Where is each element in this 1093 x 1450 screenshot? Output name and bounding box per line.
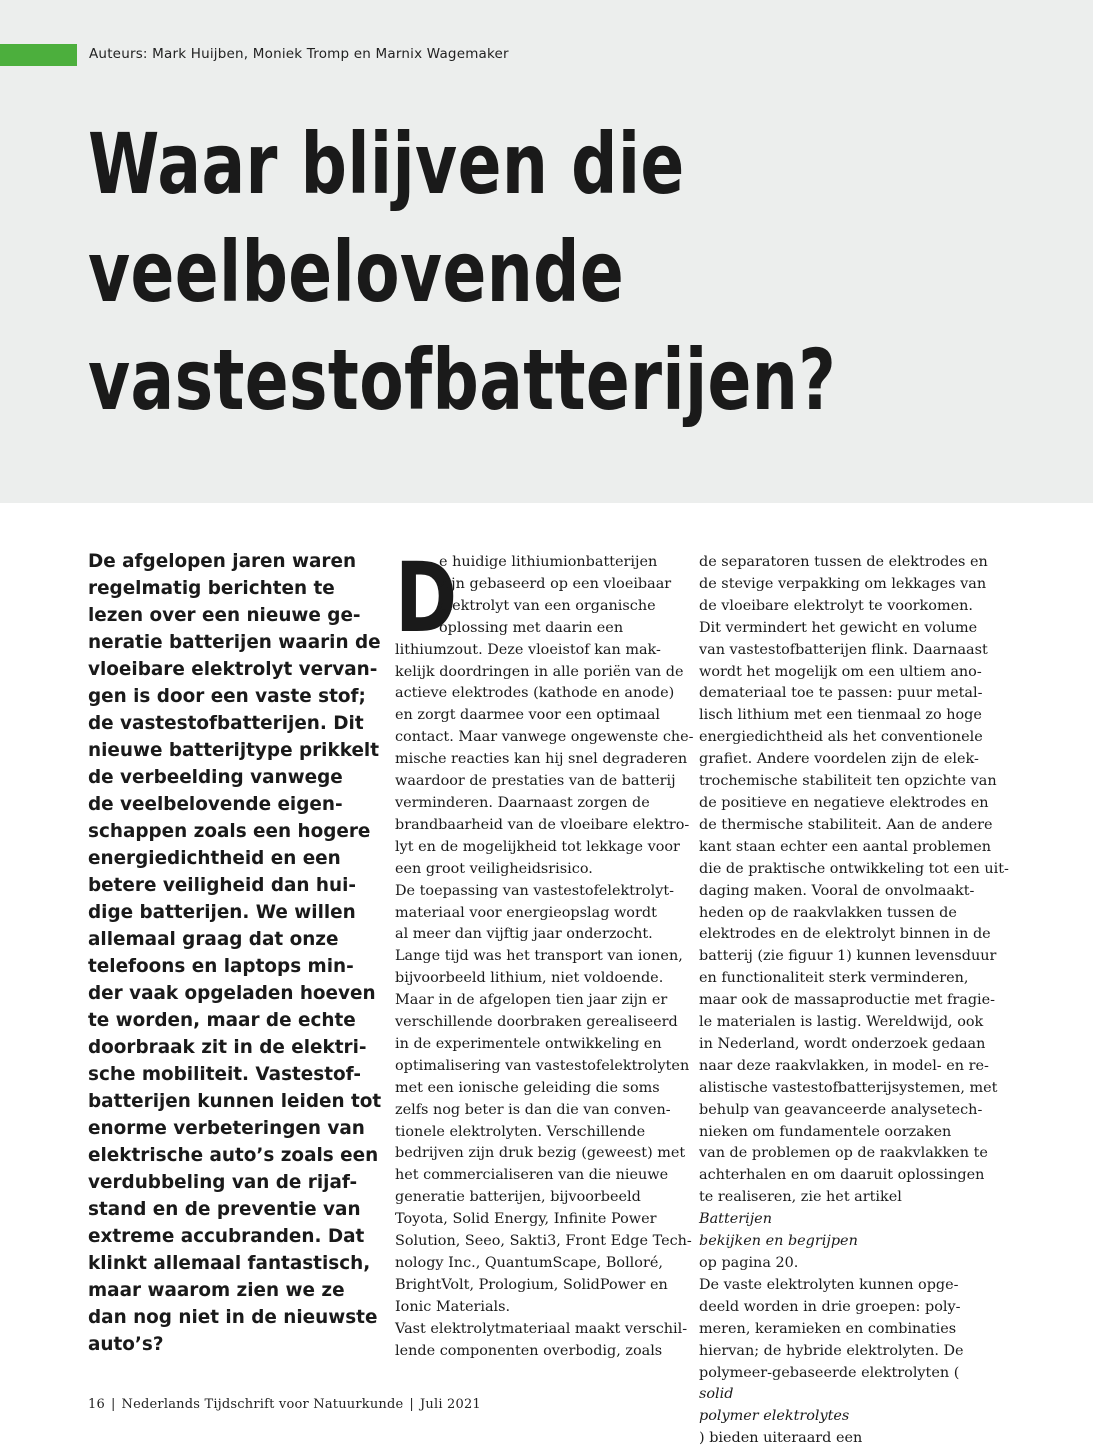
body-line: oplossing met daarin een [439,619,624,636]
title-line: Waar blijven die [88,115,685,213]
journal-name: Nederlands Tijdschrift voor Natuurkunde [121,1397,404,1412]
body-text: polymeer-gebaseerde elektrolyten ( [699,1364,960,1381]
body-line: in Nederland, wordt onderzoek gedaan [699,1035,986,1052]
body-column-2 [699,552,1009,1450]
body-line: Ionic Materials. [395,1298,511,1315]
body-line: nieken om fundamentele oorzaken [699,1123,952,1140]
body-line: lithiumzout. Deze vloeistof kan mak- [395,641,661,658]
intro-line: allemaal graag dat onze [88,929,339,950]
intro-line: lezen over een nieuwe ge- [88,605,361,626]
body-line: grafiet. Andere voordelen zijn de elek- [699,751,979,768]
intro-line: enorme verbeteringen van [88,1118,365,1139]
body-line: De vaste elektrolyten kunnen opge- [699,1276,959,1293]
intro-line: neratie batterijen waarin de [88,632,381,653]
body-line: brandbaarheid van de vloeibare elektro- [395,816,690,833]
body-line: en zorgt daarmee voor een optimaal [395,707,661,724]
body-line: elektrodes en de elektrolyt binnen in de [699,926,991,943]
drop-cap: D [395,542,458,654]
page-footer [88,1397,481,1412]
page-number: 16 [88,1397,105,1412]
intro-line: gen is door een vaste stof; [88,686,366,707]
intro-line: vloeibare elektrolyt vervan- [88,659,378,680]
intro-line: verdubbeling van de rijaf- [88,1172,358,1193]
body-line: Solution, Seeo, Sakti3, Front Edge Tech- [395,1233,692,1250]
body-line: mische reacties kan hij snel degraderen [395,751,688,768]
body-line: e huidige lithiumionbatterijen [439,554,658,570]
body-line: en functionaliteit sterk verminderen, [699,970,969,987]
body-line: batterij (zie figuur 1) kunnen levensduur [699,948,997,965]
intro-line: doorbraak zit in de elektri- [88,1037,367,1058]
intro-line: maar waarom zien we ze [88,1280,345,1301]
intro-line: regelmatig berichten te [88,578,335,599]
body-line: lyt en de mogelijkheid tot lekkage voor [395,838,680,855]
intro-line: energiedichtheid en een [88,848,341,869]
body-text: ) bieden uiteraard een [699,1430,863,1447]
body-line: elektrolyt van een organische [439,597,656,614]
intro-line: der vaak opgeladen hoeven [88,983,376,1004]
title-line: vastestofbatterijen? [88,331,837,429]
body-line: De toepassing van vastestofelektrolyt- [395,882,674,899]
body-line: de positieve en negatieve elektrodes en [699,794,989,811]
body-line: lisch lithium met een tienmaal zo hoge [699,707,982,724]
body-line: een groot veiligheidsrisico. [395,860,593,877]
intro-line: elektrische auto’s zoals een [88,1145,379,1166]
body-line: energiedichtheid als het conventionele [699,729,983,746]
intro-line: telefoons en laptops min- [88,956,354,977]
authors-line: Auteurs: Mark Huijben, Moniek Tromp en Marnix Wagemaker [89,46,509,62]
intro-line: dan nog niet in de nieuwste [88,1307,378,1328]
body-line: daging maken. Vooral de onvolmaakt- [699,882,975,899]
body-line: behulp van geavanceerde analysetech- [699,1101,983,1118]
body-text: op pagina 20. [699,1255,799,1271]
body-line: tionele elektrolyten. Verschillende [395,1123,646,1140]
body-line: de separatoren tussen de elektrodes en [699,554,988,570]
body-line: de thermische stabiliteit. Aan de andere [699,816,993,833]
body-line: de stevige verpakking om lekkages van [699,575,987,592]
body-line: kant staan echter een aantal problemen [699,838,992,855]
intro-line: extreme accubranden. Dat [88,1226,365,1247]
footer-separator: | [409,1397,414,1412]
body-line: BrightVolt, Prologium, SolidPower en [395,1276,668,1293]
intro-line: betere veiligheid dan hui- [88,875,357,896]
body-line: met een ionische geleiding die soms [395,1079,660,1096]
intro-line: de verbeelding vanwege [88,767,343,788]
body-line: actieve elektrodes (kathode en anode) [395,685,675,702]
body-line: optimalisering van vastestofelektrolyten [395,1057,690,1074]
issue-date: Juli 2021 [419,1397,481,1412]
intro-line: sche mobiliteit. Vastestof- [88,1064,361,1085]
body-line: demateriaal toe te passen: puur metal- [699,685,983,702]
body-line: in de experimentele ontwikkeling en [395,1035,662,1052]
body-line [699,1231,999,1275]
intro-line: klinkt allemaal fantastisch, [88,1253,371,1274]
title-line: veelbelovende [88,223,625,321]
body-line: het commercialiseren van die nieuwe [395,1167,669,1184]
body-line: Dit vermindert het gewicht en volume [699,619,978,636]
body-line: kelijk doordringen in alle poriën van de [395,663,684,680]
article-title [88,110,836,434]
body-text: te realiseren, zie het artikel [699,1189,902,1206]
body-line: le materialen is lastig. Wereldwijd, ook [699,1014,984,1031]
footer-separator: | [110,1397,116,1412]
intro-line: dige batterijen. We willen [88,902,356,923]
body-line: lende componenten overbodig, zoals [395,1342,663,1359]
body-line: van vastestofbatterijen flink. Daarnaast [699,641,988,658]
intro-line: schappen zoals een hogere [88,821,371,842]
body-line: maar ook de massaproductie met fragie- [699,992,996,1009]
body-line: verminderen. Daarnaast zorgen de [395,794,650,811]
body-line: de vloeibare elektrolyt te voorkomen. [699,597,973,614]
body-line: Vast elektrolytmateriaal maakt verschil- [395,1320,688,1337]
intro-line: auto’s? [88,1334,164,1355]
body-line: naar deze raakvlakken, in model- en re- [699,1057,989,1074]
body-line: Lange tijd was het transport van ionen, [395,948,683,965]
body-line: zijn gebaseerd op een vloeibaar [439,575,672,592]
body-line: al meer dan vijftig jaar onderzocht. [395,926,653,943]
intro-line: de veelbelovende eigen- [88,794,343,815]
body-line: bedrijven zijn druk bezig (geweest) met [395,1145,686,1162]
body-line: waardoor de prestaties van de batterij [395,773,676,790]
intro-line: stand en de preventie van [88,1199,361,1220]
intro-line: nieuwe batterijtype prikkelt [88,740,380,761]
body-line: van de problemen op de raakvlakken te [699,1145,988,1162]
intro-line: de vastestofbatterijen. Dit [88,713,364,734]
body-line [699,1363,999,1407]
intro-paragraph [88,548,382,1358]
body-line: meren, keramieken en combinaties [699,1320,957,1337]
body-line: contact. Maar vanwege ongewenste che- [395,729,694,746]
body-line: achterhalen en om daaruit oplossingen [699,1167,985,1184]
body-line: die de praktische ontwikkeling tot een uit- [699,860,1009,877]
body-line: generatie batterijen, bijvoorbeeld [395,1189,641,1206]
body-line: heden op de raakvlakken tussen de [699,904,957,921]
body-line: bijvoorbeeld lithium, niet voldoende. [395,970,664,987]
italic-term: polymer elektrolytes [699,1408,850,1425]
body-line: materiaal voor energieopslag wordt [395,904,657,921]
body-column-1 [395,542,695,1363]
accent-bar [0,44,77,66]
body-line: verschillende doorbraken gerealiseerd [395,1014,678,1031]
article-reference: bekijken en begrijpen [699,1233,858,1250]
body-line: nology Inc., QuantumScape, Bolloré, [395,1255,663,1271]
intro-line: batterijen kunnen leiden tot [88,1091,382,1112]
intro-line: De afgelopen jaren waren [88,551,357,572]
body-line [699,1187,999,1231]
body-line: trochemische stabiliteit ten opzichte van [699,773,997,790]
body-line: zelfs nog beter is dan die van conven- [395,1101,671,1118]
body-line: Maar in de afgelopen tien jaar zijn er [395,992,668,1009]
body-line [699,1406,999,1450]
italic-term: solid [699,1386,734,1403]
body-line: Toyota, Solid Energy, Infinite Power [395,1211,657,1228]
body-line: wordt het mogelijk om een ultiem ano- [699,663,982,680]
body-line: deeld worden in drie groepen: poly- [699,1298,961,1315]
article-reference: Batterijen [699,1211,772,1228]
intro-line: te worden, maar de echte [88,1010,356,1031]
body-line: hiervan; de hybride elektrolyten. De [699,1342,964,1359]
body-line: alistische vastestofbatterijsystemen, met [699,1079,998,1096]
header-band [0,0,1093,503]
